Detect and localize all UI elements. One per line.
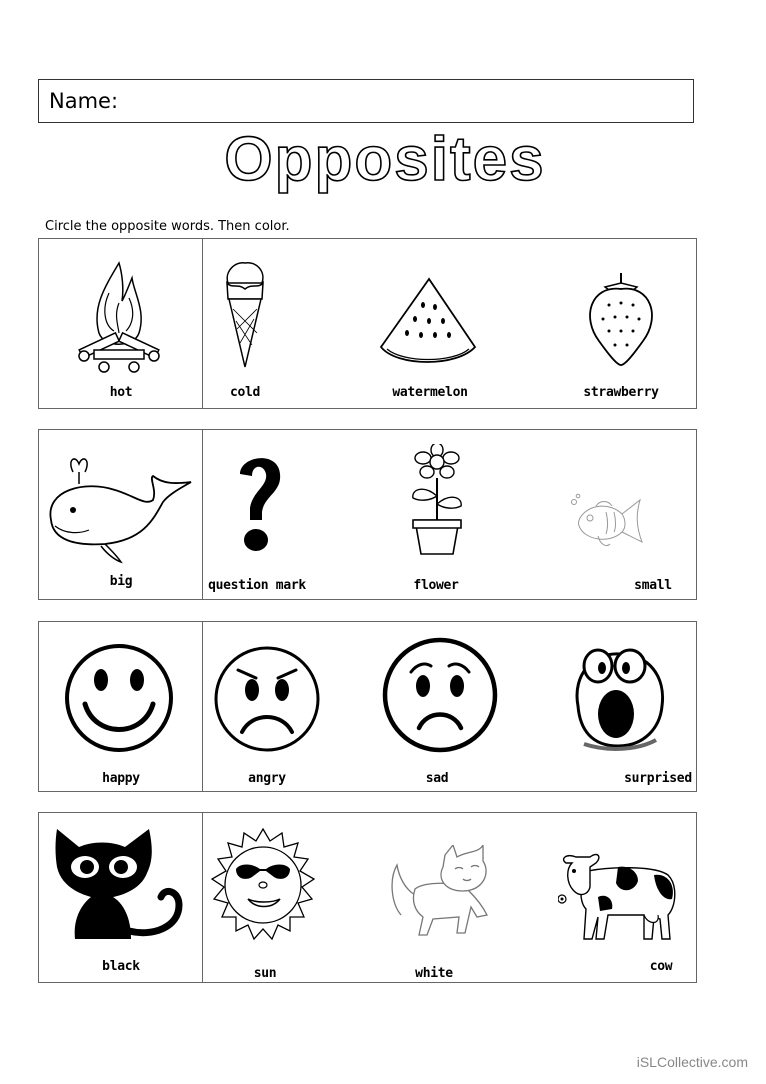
item-label: surprised — [624, 771, 692, 786]
cell-small[interactable] — [532, 430, 696, 599]
row-2 — [38, 429, 697, 600]
cell-black[interactable] — [39, 813, 202, 982]
flower-pot-icon — [405, 444, 469, 558]
whale-icon — [45, 450, 195, 570]
row-3 — [38, 621, 697, 792]
happy-face-icon — [63, 642, 175, 754]
item-label: hot — [109, 385, 133, 400]
cell-cow[interactable] — [532, 813, 696, 982]
item-label: cow — [649, 959, 673, 974]
fish-icon — [570, 492, 646, 554]
row-1 — [38, 238, 697, 409]
item-label: big — [109, 574, 133, 589]
instructions: Circle the opposite words. Then color. — [45, 219, 290, 234]
ice-cream-icon — [224, 261, 266, 371]
item-label: strawberry — [583, 385, 659, 400]
row-4 — [38, 812, 697, 983]
item-label: angry — [248, 771, 286, 786]
item-label: black — [102, 959, 140, 974]
item-label: flower — [413, 578, 459, 593]
cell-sad[interactable] — [367, 622, 532, 791]
cell-surprised[interactable] — [532, 622, 696, 791]
angry-face-icon — [212, 644, 322, 754]
name-label: Name: — [49, 89, 119, 113]
item-label: sad — [425, 771, 449, 786]
white-cat-icon — [387, 845, 499, 943]
page-title-text: Opposites — [224, 125, 546, 194]
item-label: sun — [253, 966, 277, 981]
name-field[interactable] — [38, 79, 694, 123]
black-cat-icon — [53, 827, 193, 945]
item-label: happy — [102, 771, 140, 786]
campfire-icon — [74, 253, 164, 383]
watermark: iSLCollective.com — [636, 1054, 748, 1070]
item-label: small — [634, 578, 672, 593]
cell-big[interactable] — [39, 430, 202, 599]
surprised-face-icon — [568, 646, 670, 752]
item-label: question mark — [208, 578, 306, 593]
cell-angry[interactable] — [202, 622, 367, 791]
cell-flower[interactable] — [367, 430, 532, 599]
sad-face-icon — [381, 636, 499, 754]
cell-hot[interactable] — [39, 239, 202, 408]
item-label: cold — [229, 385, 261, 400]
cell-sun[interactable] — [202, 813, 367, 982]
cell-question-mark[interactable] — [202, 430, 367, 599]
item-label: watermelon — [392, 385, 468, 400]
watermelon-icon — [377, 275, 479, 367]
strawberry-icon — [585, 271, 657, 369]
page-title — [190, 118, 580, 198]
sun-icon — [208, 825, 318, 945]
item-label: white — [415, 966, 453, 981]
cell-happy[interactable] — [39, 622, 202, 791]
cow-icon — [558, 849, 682, 943]
cell-watermelon[interactable] — [367, 239, 532, 408]
cell-cold[interactable] — [202, 239, 367, 408]
cell-strawberry[interactable] — [532, 239, 696, 408]
cell-white[interactable] — [367, 813, 532, 982]
question-mark-icon — [234, 450, 284, 556]
